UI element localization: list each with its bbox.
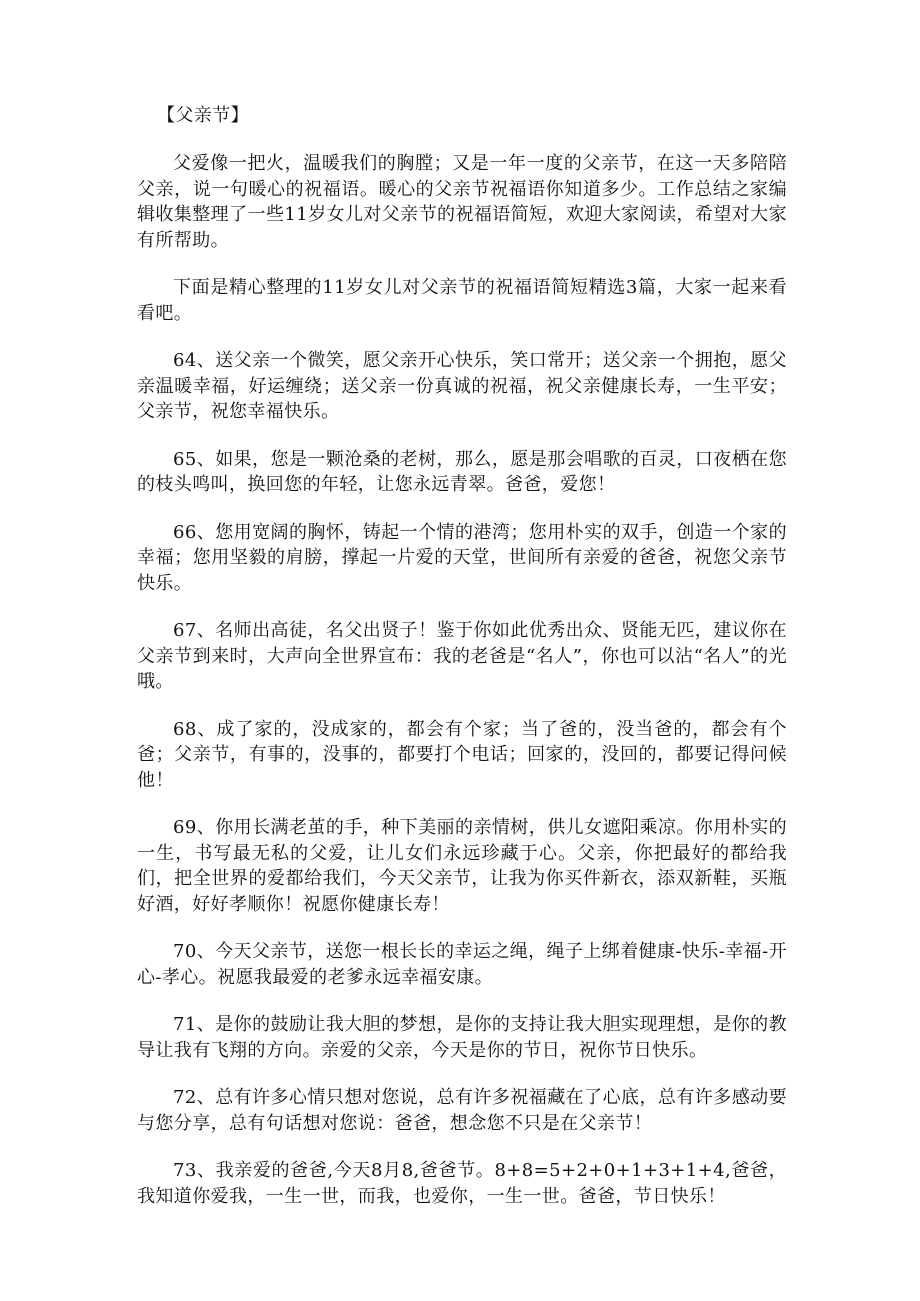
intro-paragraph: 父爱像一把火，温暖我们的胸膛；又是一年一度的父亲节，在这一天多陪陪父亲，说一句暖心的祝福语。暖心的父亲节祝福语你知道多少。工作总结之家编辑收集整理了一些11岁女儿对父亲节的祝福语简短，欢迎大家阅读，希望对大家有所帮助。 [137,153,787,251]
wish-paragraph-69: 69、你用长满老茧的手，种下美丽的亲情树，供儿女遮阳乘凉。你用朴实的一生，书写最无私的父爱，让儿女们永远珍藏于心。父亲，你把最好的都给我们，把全世界的爱都给我们，今天父亲节，让我为你买件新衣，添双新鞋，买瓶好酒，好好孝顺你！祝愿你健康长寿！ [137,817,787,915]
wish-paragraph-66: 66、您用宽阔的胸怀，铸起一个情的港湾；您用朴实的双手，创造一个家的幸福；您用坚毅的肩膀，撑起一片爱的天堂，世间所有亲爱的爸爸，祝您父亲节快乐。 [137,521,787,594]
wish-paragraph-68: 68、成了家的，没成家的，都会有个家；当了爸的，没当爸的，都会有个爸；父亲节，有事的，没事的，都要打个电话；回家的，没回的，都要记得问候他！ [137,718,787,791]
intro-paragraph: 下面是精心整理的11岁女儿对父亲节的祝福语简短精选3篇，大家一起来看看吧。 [137,277,787,324]
document-page [137,103,787,1209]
wish-paragraph-65: 65、如果，您是一颗沧桑的老树，那么，愿是那会唱歌的百灵，口夜栖在您的枝头鸣叫，换回您的年轻，让您永远青翠。爸爸，爱您！ [137,448,787,495]
wish-paragraph-73: 73、我亲爱的爸爸,今天8月8,爸爸节。8+8=5+2+0+1+3+1+4,爸爸，我知道你爱我，一生一世，而我，也爱你，一生一世。爸爸，节日快乐！ [137,1160,787,1207]
wish-paragraph-71: 71、是你的鼓励让我大胆的梦想，是你的支持让我大胆实现理想，是你的教导让我有飞翔的方向。亲爱的父亲，今天是你的节日，祝你节日快乐。 [137,1014,787,1061]
wish-paragraph-67: 67、名师出高徒，名父出贤子！鉴于你如此优秀出众、贤能无匹，建议你在父亲节到来时，大声向全世界宣布：我的老爸是“名人”，你也可以沾“名人”的光哦。 [137,620,787,692]
wish-paragraph-72: 72、总有许多心情只想对您说，总有许多祝福藏在了心底，总有许多感动要与您分享，总有句话想对您说：爸爸，想念您不只是在父亲节！ [137,1087,787,1134]
wish-paragraph-70: 70、今天父亲节，送您一根长长的幸运之绳，绳子上绑着健康-快乐-幸福-开心-孝心。祝愿我最爱的老爹永远幸福安康。 [137,941,787,988]
document-title: 【父亲节】 [157,105,249,126]
wish-paragraph-64: 64、送父亲一个微笑，愿父亲开心快乐，笑口常开；送父亲一个拥抱，愿父亲温暖幸福，好运缠绕；送父亲一份真诚的祝福，祝父亲健康长寿，一生平安；父亲节，祝您幸福快乐。 [137,350,787,422]
